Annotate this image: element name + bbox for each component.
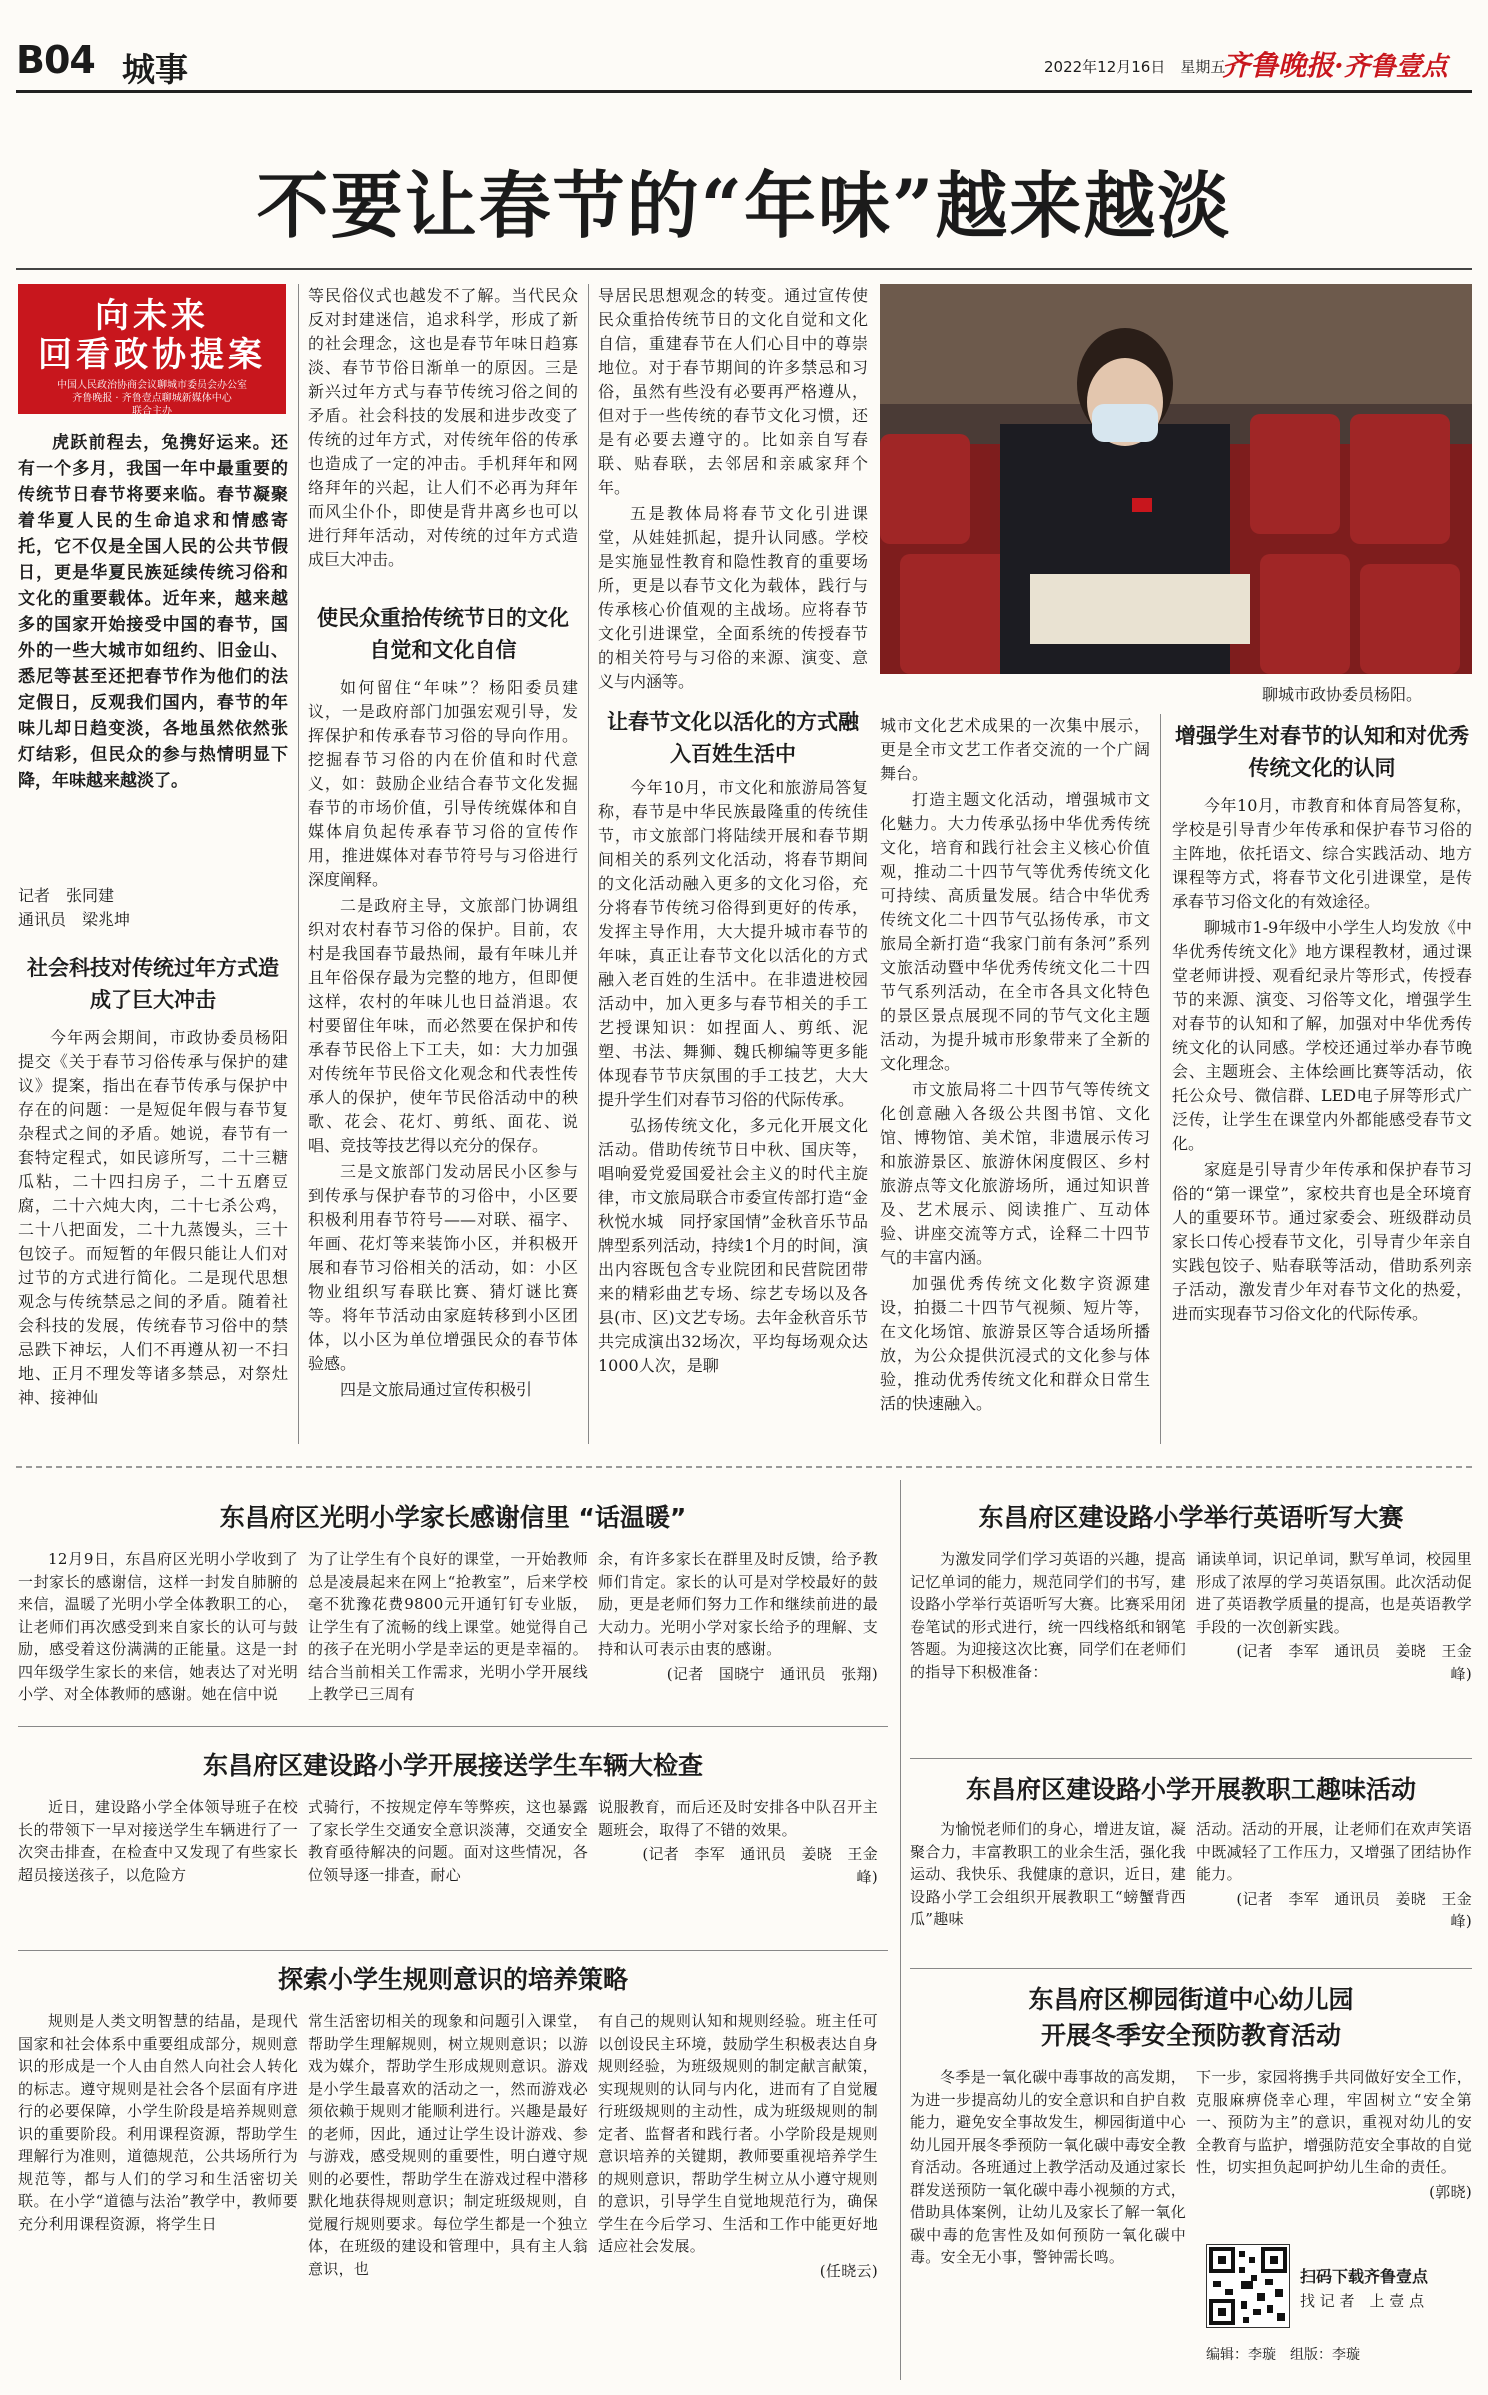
- article-3-title: 东昌府区建设路小学开展接送学生车辆大检查: [202, 1751, 703, 1780]
- date-text: 2022年12月16日: [1044, 58, 1166, 76]
- col2-paragraph-2: 如何留住“年味”？杨阳委员建议，一是政府部门加强宏观引导，发挥保护和传承春节习俗的导向作用。挖掘春节习俗的内在价值和时代意义，如：鼓励企业结合春节文化发掘春节的市场价值，引导传统媒体和自媒体肩负起传承春节习俗的宣传作用，推进媒体对春节符号与习俗进行深度阐释。: [308, 678, 578, 889]
- col2-paragraph-4: 三是文旅部门发动居民小区参与到传承与保护春节的习俗中，小区要积极利用春节符号——对联、福字、年画、花灯等来装饰小区，并积极开展和春节习俗相关的活动，如：小区物业组织写春联比赛、猜灯谜比赛等。将年节活动由家庭转移到小区团体，以小区为单位增强民众的春节体验感。: [308, 1162, 578, 1373]
- article-6-title-2: 开展冬季安全预防教育活动: [1040, 2021, 1341, 2050]
- article-2-text-1: 为激发同学们学习英语的兴趣，提高记忆单词的能力，规范同学们的书写，建设路小学举行英语听写大赛。比赛采用闭卷笔试的形式进行，统一四线格纸和钢笔答题。为迎接这次比赛，同学们在老师们的指导下积极准备：: [910, 1550, 1186, 1681]
- photo-caption: 聊城市政协委员杨阳。: [1262, 685, 1423, 704]
- article-5-text-1: 规则是人类文明智慧的结晶，是现代国家和社会体系中重要组成部分，规则意识的形成是一个人由自然人向社会人转化的标志。遵守规则是社会各个层面有序进行的必要保障，小学生阶段是培养规则意识的重要阶段。利用课程资源，帮助学生理解行为准则，道德规范，公共场所行为规范等，都与人们的学习和生活密切关联。在小学“道德与法治”教学中，教师要充分利用课程资源，将学生日: [18, 2012, 298, 2233]
- col4-paragraph-4: 加强优秀传统文化数字资源建设，拍摄二十四节气视频、短片等，在文化场馆、旅游景区等合适场所播放，为公众提供沉浸式的文化参与体验，推动优秀传统文化和群众日常生活的快速融入。: [880, 1274, 1150, 1413]
- article-6-text-2: 下一步，家园将携手共同做好安全工作，克服麻痹侥幸心理，牢固树立“安全第一、预防为主”的意识，重视对幼儿的安全教育与监护，增强防范安全事故的自觉性，切实担负起呵护幼儿生命的责任。: [1196, 2068, 1472, 2176]
- qr-code[interactable]: [1206, 2244, 1290, 2328]
- photo-illustration: [880, 284, 1472, 674]
- col-divider-2: [588, 284, 589, 1444]
- issue-date: [1044, 56, 1225, 77]
- article-3-text-1: 近日，建设路小学全体领导班子在校长的带领下一早对接送学生车辆进行了一次突击排查，在检查中又发现了有些家长超员接送孩子，以危险方: [18, 1798, 298, 1884]
- brand-divider: ·: [1334, 49, 1344, 82]
- col-divider-1: [298, 284, 299, 1444]
- column-4-body: [880, 714, 1150, 1446]
- banner-title-1: 向未来: [95, 296, 209, 336]
- article-6-col-1: [910, 2066, 1186, 2362]
- article-1-col-1: [18, 1548, 298, 1716]
- page-headline: 不要让春节的“年味”越来越淡: [256, 163, 1232, 248]
- art-divider-1: [18, 1726, 888, 1727]
- col3-paragraph-3: 今年10月，市文化和旅游局答复称，春节是中华民族最隆重的传统佳节，市文旅部门将陆续开展和春节期间相关的系列文化活动，将春节期间的文化活动融入更多的文化习俗，充分将春节传统习俗得到更好的传承，发挥主导作用，大大提升城市春节的年味，真正让春节文化以活化的方式融入老百姓的生活中。在非遗进校园活动中，加入更多与春节相关的手工艺授课知识：如捏面人、剪纸、泥塑、书法、舞狮、魏氏柳编等更多能体现春节节庆氛围的手工技艺，大大提升学生们对春节习俗的代际传承。: [598, 778, 868, 1109]
- article-6-text-1: 冬季是一氧化碳中毒事故的高发期，为进一步提高幼儿的安全意识和自护自救能力，避免安全事故发生，柳园街道中心幼儿园开展冬季预防一氧化碳中毒安全教育活动。各班通过上教学活动及通过家长群发送预防一氧化碳中毒小视频的方式，借助具体案例，让幼儿及家长了解一氧化碳中毒的危害性及如何预防一氧化碳中毒。安全无小事，警钟需长鸣。: [910, 2068, 1186, 2266]
- brand-qilu-evening: 齐鲁晚报: [1222, 49, 1335, 82]
- headline-rule: [16, 268, 1472, 270]
- article-3-col-2: [308, 1796, 588, 1942]
- news-photo: [880, 284, 1472, 674]
- article-3-text-2: 式骑行，不按规定停车等弊疾，这也暴露了家长学生交通安全意识淡薄，交通安全教育亟待解决的问题。面对这些情况，各位领导逐一排查，耐心: [308, 1798, 588, 1884]
- article-3-byline: (记者 李军 通讯员 姜晓 王金峰): [642, 1845, 878, 1886]
- article-1-text-1: 12月9日，东昌府区光明小学收到了一封家长的感谢信，这样一封发自肺腑的来信，温暖了光明小学全体教职工的心，让老师们再次感受到来自家长的认可与鼓励，感受着这份满满的正能量。这是一封四年级学生家长的来信，她表达了对光明小学、对全体教师的感谢。她在信中说: [18, 1550, 298, 1703]
- column-2-body: [308, 676, 578, 1446]
- article-4-col-2: [1196, 1818, 1472, 1960]
- article-1-title: 东昌府区光明小学家长感谢信里 “话温暖”: [219, 1503, 687, 1532]
- scan-text-1: 扫码下载齐鲁壹点: [1300, 2267, 1429, 2286]
- art-divider-v: [900, 1480, 901, 2380]
- article-2-title: 东昌府区建设路小学举行英语听写大赛: [978, 1503, 1404, 1532]
- subhead-1: 社会科技对传统过年方式造成了巨大冲击: [27, 956, 279, 1012]
- article-6-byline: (郭晓): [1429, 2182, 1472, 2201]
- art2-rule: [910, 1758, 1472, 1759]
- article-4-text-2: 活动。活动的开展，让老师们在欢声笑语中既减轻了工作压力，又增强了团结协作能力。: [1196, 1820, 1472, 1883]
- editor-credit: 编辑：李璇 组版：李璇: [1206, 2347, 1360, 2363]
- intro-text: 虎跃前程去，兔携好运来。还有一个多月，我国一年中最重要的传统节日春节将要来临。春节凝聚着华夏人民的生命追求和情感寄托，它不仅是全国人民的公共节假日，更是华夏民族延续传统习俗和文化的重要载体。近年来，越来越多的国家开始接受中国的春节，国外的一些大城市如纽约、旧金山、悉尼等甚至还把春节作为他们的法定假日，反观我们国内，春节的年味儿却日趋变淡，各地虽然依然张灯结彩，但民众的参与热情明显下降，年味越来越淡了。: [18, 433, 288, 791]
- article-4-text-1: 为愉悦老师们的身心，增进友谊，凝聚合力，丰富教职工的业余生活，强化我运动、我快乐、我健康的意识，近日，建设路小学工会组织开展教职工“螃蟹背西瓜”趣味: [910, 1820, 1186, 1928]
- col4-paragraph-3: 市文旅局将二十四节气等传统文化创意融入各级公共图书馆、文化馆、博物馆、美术馆，非遗展示传习和旅游景区、旅游休闲度假区、乡村旅游点等文化旅游场所，通过知识普及、艺术展示、阅读推广、互动体验、讲座交流等方式，诠释二十四节气的丰富内涵。: [880, 1080, 1150, 1267]
- art3-rule: [18, 1950, 888, 1951]
- scan-text-2: 找 记 者 上 壹 点: [1300, 2292, 1425, 2310]
- article-2-col-2: [1196, 1548, 1472, 1748]
- banner-org-3: 联合主办: [132, 406, 172, 417]
- byline: [18, 884, 130, 932]
- subhead-3: 让春节文化以活化的方式融入百姓生活中: [607, 710, 859, 766]
- article-1-col-3: [598, 1548, 878, 1716]
- col5-paragraph-1: 今年10月，市教育和体育局答复称，学校是引导青少年传承和保护春节习俗的主阵地，依托语文、综合实践活动、地方课程等方式，将春节文化引进课堂，是传承春节习俗文化的有效途径。: [1172, 796, 1472, 911]
- header-rule: [16, 90, 1472, 93]
- col3-paragraph-2: 五是教体局将春节文化引进课堂，从娃娃抓起，提升认同感。学校是实施显性教育和隐性教育的重要场所，更是以春节文化为载体，践行与传承核心价值观的主战场。应将春节文化引进课堂，全面系统的传授春节的相关符号与习俗的来源、演变、意义与内涵等。: [598, 504, 868, 691]
- article-5-byline: (任晓云): [819, 2261, 878, 2280]
- brand-logo: [1222, 44, 1448, 84]
- col5-paragraph-2: 聊城市1-9年级中小学生人均发放《中华优秀传统文化》地方课程教材，通过课堂老师讲授、观看纪录片等形式，传授春节的来源、演变、习俗等文化，增强学生对春节的认知和了解，加强对中华优秀传统文化的认同感。学校还通过举办春节晚会、主题班会、主体绘画比赛等活动，依托公众号、微信群、LED电子屏等形式广泛传，让学生在课堂内外都能感受春节文化。: [1172, 918, 1472, 1153]
- article-1-col-2: [308, 1548, 588, 1716]
- intro-paragraph: [18, 430, 288, 870]
- article-5-col-3: [598, 2010, 878, 2355]
- page-code: B04: [16, 38, 95, 82]
- col5-paragraph-3: 家庭是引导青少年传承和保护春节习俗的“第一课堂”，家校共育也是全环境育人的重要环节。通过家委会、班级群动员家长口传心授春节文化，引导青少年亲自实践包饺子、贴春联等活动，借助系列亲子活动，激发青少年对春节文化的热爱，进而实现春节习俗文化的代际传承。: [1172, 1160, 1472, 1323]
- article-3-col-3: [598, 1796, 878, 1942]
- brand-qilu-yidian: 齐鲁壹点: [1343, 52, 1448, 82]
- section-name: 城事: [122, 50, 188, 89]
- article-1-text-3: 余，有许多家长在群里及时反馈，给予教师们肯定。家长的认可是对学校最好的鼓励，更是老师们努力工作和继续前进的最大动力。光明小学对家长给予的理解、支持和认可表示由衷的感谢。: [598, 1550, 878, 1658]
- article-2-text-2: 诵读单词，识记单词，默写单词，校园里形成了浓厚的学习英语氛围。此次活动促进了英语教学质量的提高，也是英语教学手段的一次创新实践。: [1196, 1550, 1472, 1636]
- section-divider: [16, 1466, 1472, 1468]
- col-divider-4: [1160, 714, 1161, 1444]
- col3-paragraph-4: 弘扬传统文化，多元化开展文化活动。借助传统节日中秋、国庆等，唱响爱党爱国爱社会主义的时代主旋律，市文旅局联合市委宣传部打造“金秋悦水城 同抒家国情”金秋音乐节品牌型系列活动，持续1个月的时间，演出内容既包含专业院团和民营院团带来的精彩曲艺专场、综艺专场以及各县(市、区)文艺专场。去年金秋音乐节共完成演出32场次，平均每场观众达1000人次，是聊: [598, 1116, 868, 1375]
- article-5-col-2: [308, 2010, 588, 2355]
- banner-org-2: 齐鲁晚报 · 齐鲁壹点聊城新媒体中心: [72, 393, 232, 404]
- subhead-4: 增强学生对春节的认知和对优秀传统文化的认同: [1175, 724, 1469, 780]
- col1-paragraph-1: 今年两会期间，市政协委员杨阳提交《关于春节习俗传承与保护的建议》提案，指出在春节传承与保护中存在的问题：一是短促年假与春节复杂程式之间的矛盾。她说，春节有一套特定程式，如民谚所写，二十三糖瓜粘，二十四扫房子，二十五磨豆腐，二十六炖大肉，二十七杀公鸡，二十八把面发，二十九蒸馒头，三十包饺子。而短暂的年假只能让人们对过节的方式进行简化。二是现代思想观念与传统禁忌之间的矛盾。随着社会科技的发展，传统春节习俗中的禁忌跌下神坛，人们不再遵从初一不扫地、正月不理发等诸多禁忌，对祭灶神、接神仙: [18, 1028, 288, 1407]
- col4-paragraph-1: 城市文化艺术成果的一次集中展示，更是全市文艺工作者交流的一个广阔舞台。: [880, 716, 1150, 783]
- article-6-title-1: 东昌府区柳园街道中心幼儿园: [1028, 1985, 1354, 2014]
- article-2-byline: (记者 李军 通讯员 姜晓 王金峰): [1236, 1642, 1472, 1683]
- article-3-text-3: 说服教育，而后还及时安排各中队召开主题班会，取得了不错的效果。: [598, 1798, 878, 1839]
- article-5-text-2: 常生活密切相关的现象和问题引入课堂，帮助学生理解规则，树立规则意识；以游戏为媒介，帮助学生形成规则意识。游戏是小学生最喜欢的活动之一，然而游戏必须依赖于规则才能顺利进行。兴趣是最好的老师，因此，通过让学生设计游戏、参与游戏，感受规则的重要性，明白遵守规则的必要性，帮助学生在游戏过程中潜移默化地获得规则意识；制定班级规则，自觉履行规则要求。每位学生都是一个独立体，在班级的建设和管理中，具有主人翁意识，也: [308, 2012, 588, 2278]
- byline-reporter: 记者 张同建: [18, 886, 115, 905]
- col4-paragraph-2: 打造主题文化活动，增强城市文化魅力。大力传承弘扬中华优秀传统文化，培育和践行社会主义核心价值观，推动二十四节气等优秀传统文化可持续、高质量发展。结合中华优秀传统文化二十四节气弘扬传承，市文旅局全新打造“我家门前有条河”系列文旅活动暨中华优秀传统文化二十四节气系列活动，在全市各具文化特色的景区景点展现不同的节气文化主题活动，为提升城市形象带来了全新的文化理念。: [880, 790, 1150, 1073]
- article-1-byline: (记者 国晓宁 通讯员 张翔): [666, 1664, 878, 1683]
- column-3-top: [598, 284, 868, 692]
- col2-paragraph-5: 四是文旅局通过宣传积极引: [340, 1380, 533, 1399]
- article-4-byline: (记者 李军 通讯员 姜晓 王金峰): [1236, 1889, 1472, 1930]
- banner-org-1: 中国人民政治协商会议聊城市委员会办公室: [57, 380, 247, 391]
- article-5-col-1: [18, 2010, 298, 2355]
- article-3-col-1: [18, 1796, 298, 1942]
- article-6-col-2: [1196, 2066, 1472, 2236]
- column-5-body: [1172, 794, 1472, 1446]
- weekday-text: 星期五: [1180, 58, 1226, 76]
- article-1-text-2: 为了让学生有个良好的课堂，一开始教师总是凌晨起来在网上“抢教室”，后来学校毫不犹豫花费9800元开通钉钉专业版，让学生有了流畅的线上课堂。她觉得自己的孩子在光明小学是幸运的更是幸福的。结合当前相关工作需求，光明小学开展线上教学已三周有: [308, 1550, 588, 1703]
- qr-code-icon: [1207, 2245, 1289, 2327]
- art4-rule: [910, 1968, 1472, 1969]
- column-3-body: [598, 776, 868, 1446]
- banner-title-2: 回看政协提案: [38, 335, 266, 375]
- article-5-title: 探索小学生规则意识的培养策略: [277, 1965, 628, 1994]
- series-banner: [18, 284, 286, 417]
- article-4-title: 东昌府区建设路小学开展教职工趣味活动: [965, 1775, 1416, 1804]
- article-5-text-3: 有自己的规则认知和规则经验。班主任可以创设民主环境，鼓励学生积极表达自身规则经验，为班级规则的制定献言献策，实现规则的认同与内化，进而有了自觉履行班级规则的主动性，成为班级规则的制定者、监督者和践行者。小学阶段是规则意识培养的关键期，教师要重视培养学生的规则意识，帮助学生树立从小遵守规则的意识，引导学生自觉地规范行为，确保学生在今后学习、生活和工作中能更好地适应社会发展。: [598, 2012, 878, 2255]
- byline-correspondent: 通讯员 梁兆坤: [18, 910, 131, 929]
- subhead-2: 使民众重拾传统节日的文化自觉和文化自信: [317, 606, 569, 662]
- col3-paragraph-1: 导居民思想观念的转变。通过宣传使民众重拾传统节日的文化自觉和文化自信，重建春节在人们心目中的尊崇地位。对于春节期间的许多禁忌和习俗，虽然有些没有必要再严格遵从，但对于一些传统的春节文化习惯，还是有必要去遵守的。比如亲自写春联、贴春联，去邻居和亲戚家拜个年。: [598, 286, 868, 497]
- article-2-col-1: [910, 1548, 1186, 1748]
- column-1-body: [18, 1026, 288, 1450]
- column-2-top: [308, 284, 578, 596]
- article-4-col-1: [910, 1818, 1186, 1960]
- col2-paragraph-1: 等民俗仪式也越发不了解。当代民众反对封建迷信，追求科学，形成了新的社会理念，这也是春节年味日趋寡淡、春节节俗日渐单一的原因。三是新兴过年方式与春节传统习俗之间的矛盾。社会科技的发展和进步改变了传统的过年方式，对传统年俗的传承也造成了一定的冲击。手机拜年和网络拜年的兴起，让人们不必再为拜年而风尘仆仆，即使是背井离乡也可以进行拜年活动，对传统的过年方式造成巨大冲击。: [308, 286, 578, 569]
- col2-paragraph-3: 二是政府主导，文旅部门协调组织对农村春节习俗的保护。目前，农村是我国春节最热闹，最有年味儿并且年俗保存最为完整的地方，但即便这样，农村的年味儿也日益消退。农村要留住年味，而必然要在保护和传承春节民俗上下工夫，如：大力加强对传统年节民俗文化观念和代表性传承人的保护，使年节民俗活动中的秧歌、花会、花灯、剪纸、面花、说唱、竞技等技艺得以充分的保存。: [308, 896, 578, 1155]
